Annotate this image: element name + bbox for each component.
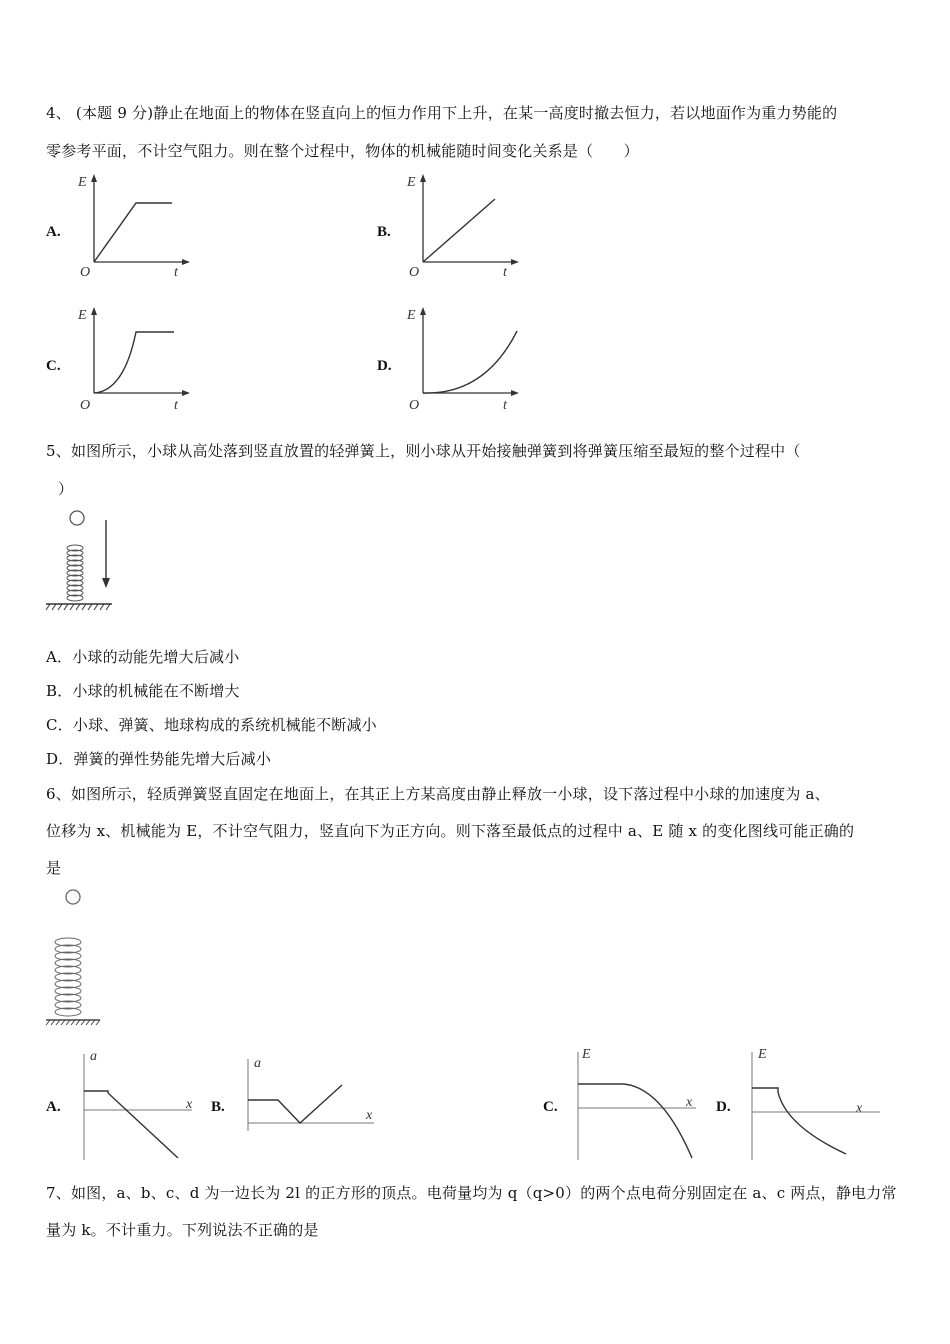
spring-icon xyxy=(55,938,81,1016)
q6-stem-line2: 位移为 x、机械能为 E，不计空气阻力，竖直向下为正方向。则下落至最低点的过程中 a、E 随 x 的变化图线可能正确的 xyxy=(46,822,855,840)
axis-label-t: t xyxy=(174,265,178,280)
q6-option-a-label[interactable]: A. xyxy=(46,1099,61,1115)
ground-icon xyxy=(46,1020,100,1025)
axis-label-t: t xyxy=(503,398,507,413)
axis-label-e: E xyxy=(758,1047,767,1062)
q6-graph-b xyxy=(242,1053,382,1133)
axis-label-x: x xyxy=(186,1097,193,1112)
q4-option-a-label[interactable]: A. xyxy=(46,224,61,240)
q4-stem-line2: 零参考平面，不计空气阻力。则在整个过程中，物体的机械能随时间变化关系是（ ） xyxy=(46,142,639,160)
q7-stem-line2: 量为 k。不计重力。下列说法不正确的是 xyxy=(46,1221,319,1239)
spring-icon xyxy=(67,545,83,601)
origin-label: O xyxy=(80,398,91,413)
q6-graph-a xyxy=(78,1048,198,1163)
q4-stem-line1: 4、 (本题 9 分)静止在地面上的物体在竖直向上的恒力作用下上升，在某一高度时撤去恒力，若以地面作为重力势能的 xyxy=(46,104,838,122)
q5-stem-line1: 5、如图所示，小球从高处落到竖直放置的轻弹簧上，则小球从开始接触弹簧到将弹簧压缩至最短的整个过程中（ xyxy=(46,442,801,460)
axis-label-x: x xyxy=(366,1108,373,1123)
q7-stem-line1: 7、如图，a、b、c、d 为一边长为 2l 的正方形的顶点。电荷量均为 q（q>0）的两个点电荷分别固定在 a、c 两点，静电力常 xyxy=(46,1184,897,1202)
acceleration-curve xyxy=(84,1091,178,1158)
ball-icon xyxy=(66,890,80,904)
q4-graph-a xyxy=(74,170,204,280)
q6-stem-line1: 6、如图所示，轻质弹簧竖直固定在地面上，在其正上方某高度由静止释放一小球，设下落过程中小球的加速度为 a、 xyxy=(46,785,830,803)
q4-graph-d xyxy=(405,303,535,413)
q6-graph-d xyxy=(746,1046,886,1161)
axis-label-a: a xyxy=(254,1056,261,1071)
q6-option-b-label[interactable]: B. xyxy=(211,1099,225,1115)
q6-option-c-label[interactable]: C. xyxy=(543,1099,558,1115)
q6-ball-spring-figure xyxy=(44,886,114,1031)
q6-stem-line3: 是 xyxy=(46,859,62,877)
q4-graph-c xyxy=(74,303,204,413)
arrow-down-icon xyxy=(102,520,110,588)
q5-option-b[interactable]: B．小球的机械能在不断增大 xyxy=(46,682,240,700)
energy-curve xyxy=(94,332,174,393)
axis-label-e: E xyxy=(582,1047,591,1062)
origin-label: O xyxy=(80,265,91,280)
q5-option-c[interactable]: C．小球、弹簧、地球构成的系统机械能不断减小 xyxy=(46,716,377,734)
q4-option-d-label[interactable]: D. xyxy=(377,358,392,374)
energy-curve xyxy=(578,1084,692,1158)
energy-curve xyxy=(423,331,517,393)
axis-label-e: E xyxy=(407,308,416,323)
axis-label-a: a xyxy=(90,1049,97,1064)
acceleration-curve xyxy=(248,1085,342,1123)
q5-ball-spring-figure xyxy=(44,508,124,618)
ball-icon xyxy=(70,511,84,525)
q6-graph-c xyxy=(572,1046,702,1161)
axis-label-e: E xyxy=(78,308,87,323)
axis-label-x: x xyxy=(686,1095,693,1110)
axis-label-t: t xyxy=(174,398,178,413)
axis-label-x: x xyxy=(856,1101,863,1116)
q5-option-d[interactable]: D．弹簧的弹性势能先增大后减小 xyxy=(46,750,272,768)
axis-label-e: E xyxy=(78,175,87,190)
q4-option-c-label[interactable]: C. xyxy=(46,358,61,374)
ground-icon xyxy=(46,604,112,610)
q4-option-b-label[interactable]: B. xyxy=(377,224,391,240)
axis-label-e: E xyxy=(407,175,416,190)
origin-label: O xyxy=(409,398,420,413)
q5-stem-line2: ） xyxy=(58,480,74,498)
origin-label: O xyxy=(409,265,420,280)
axis-label-t: t xyxy=(503,265,507,280)
q6-option-d-label[interactable]: D. xyxy=(716,1099,731,1115)
q5-option-a[interactable]: A．小球的动能先增大后减小 xyxy=(46,648,240,666)
q4-graph-b xyxy=(405,170,535,280)
energy-curve xyxy=(423,199,495,262)
energy-curve xyxy=(94,203,172,262)
energy-curve xyxy=(752,1088,846,1154)
